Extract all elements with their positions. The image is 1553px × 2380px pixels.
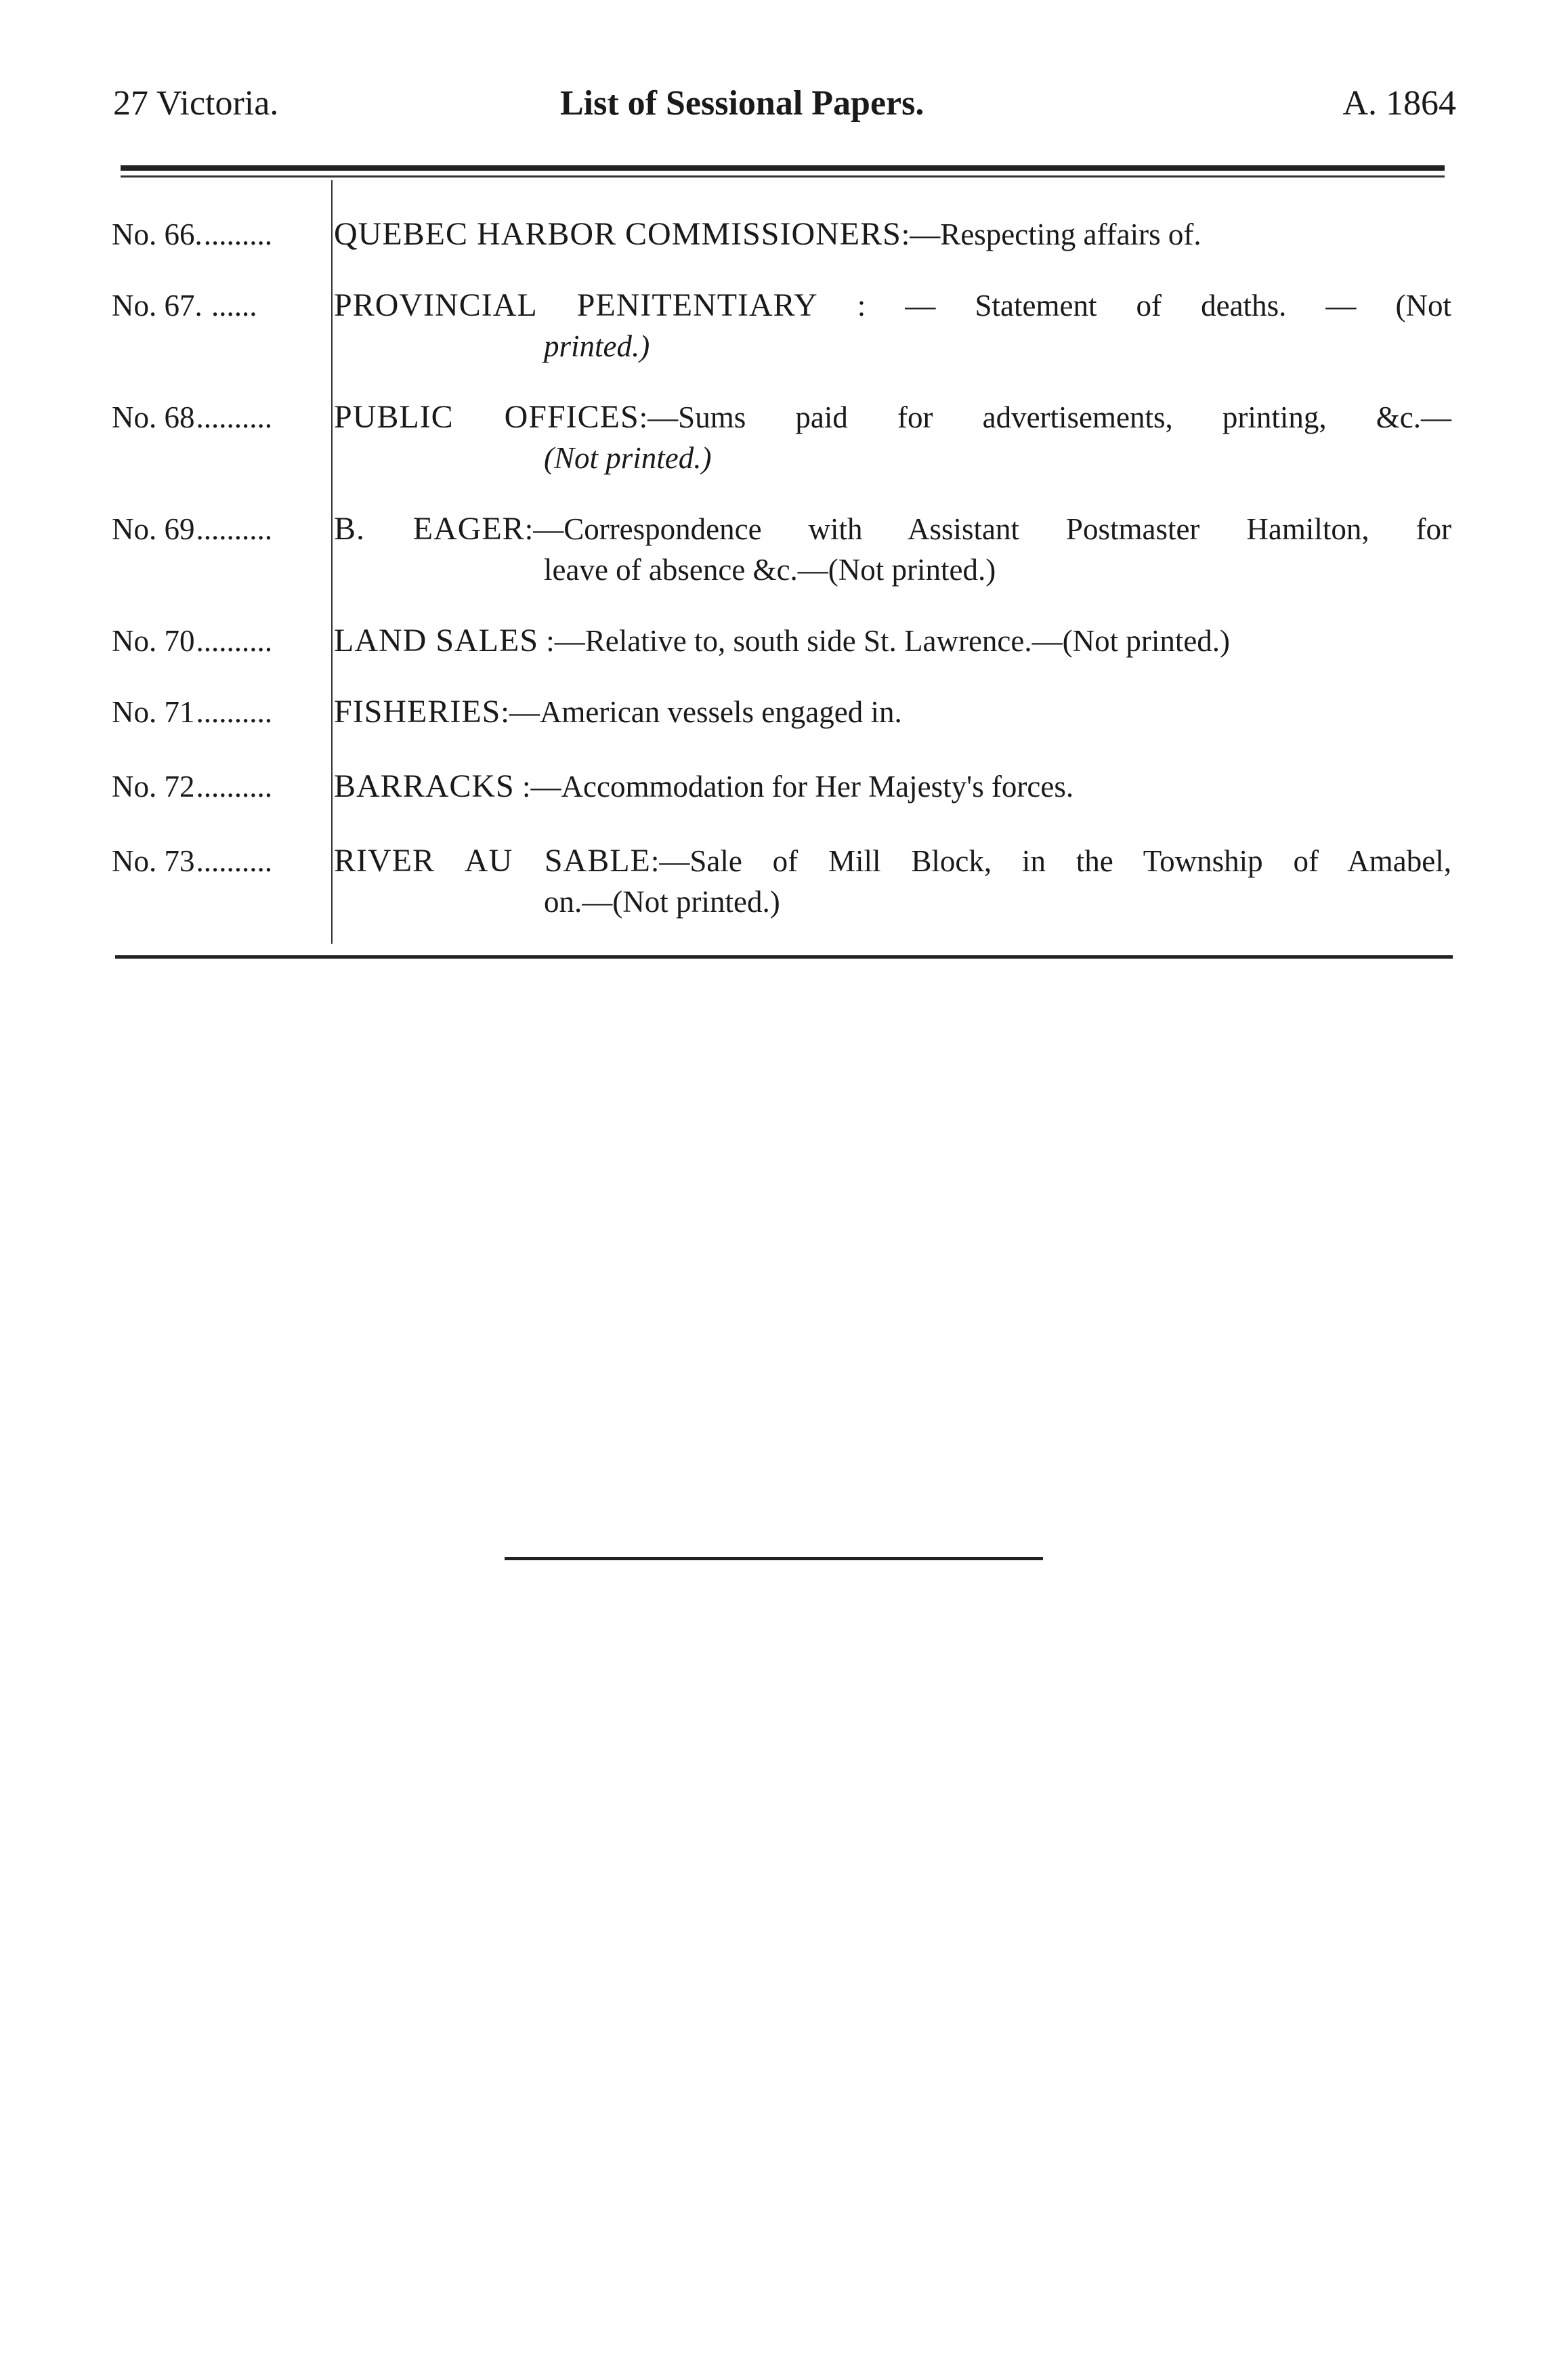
entry-number bbox=[112, 621, 328, 661]
header-rule-thick bbox=[121, 165, 1445, 171]
entry-subject: BARRACKS bbox=[334, 768, 515, 804]
entry-number bbox=[112, 692, 328, 732]
header-session: A. 1864 bbox=[1342, 84, 1456, 123]
entry-description bbox=[334, 692, 1451, 732]
entry-number-text: No. 72 bbox=[112, 770, 195, 803]
entry-description bbox=[334, 214, 1451, 255]
entry-line bbox=[334, 692, 1451, 732]
entry-number bbox=[112, 766, 328, 807]
entry-description bbox=[334, 621, 1451, 661]
entry-description bbox=[334, 285, 1451, 367]
entry-description bbox=[334, 766, 1451, 807]
dot-leader: .......... bbox=[196, 624, 272, 658]
entry-continuation: printed.) bbox=[544, 329, 650, 363]
entry-number bbox=[112, 285, 328, 326]
section-divider-rule bbox=[505, 1557, 1043, 1560]
entry-number bbox=[112, 841, 328, 881]
entry-subject: B. EAGER bbox=[334, 511, 525, 547]
entry-number-text: No. 66. bbox=[112, 217, 203, 251]
entry-detail: :—American vessels engaged in. bbox=[501, 695, 902, 729]
entry-description bbox=[334, 509, 1451, 590]
entry-detail: :—Sums paid for advertisements, printing, &c.— bbox=[639, 400, 1452, 434]
dot-leader: ...... bbox=[203, 289, 257, 322]
entry-line bbox=[334, 841, 1451, 881]
entry-detail: :—Correspondence with Assistant Postmaster Hamilton, for bbox=[524, 512, 1451, 546]
entry-detail: : — Statement of deaths. — (Not bbox=[817, 289, 1451, 322]
entry-line bbox=[334, 285, 1451, 326]
entry-number bbox=[112, 397, 328, 438]
list-end-rule bbox=[115, 955, 1453, 959]
entry-number-text: No. 67. bbox=[112, 289, 203, 322]
header-regnal-year: 27 Victoria. bbox=[113, 84, 279, 123]
entry-number-text: No. 71 bbox=[112, 695, 195, 729]
entry-detail: :—Respecting affairs of. bbox=[901, 217, 1201, 251]
entry-subject: LAND SALES bbox=[334, 623, 539, 659]
entry-line bbox=[334, 766, 1451, 807]
entry-line bbox=[334, 621, 1451, 661]
entry-line bbox=[334, 214, 1451, 255]
entry-number-text: No. 70 bbox=[112, 624, 195, 658]
entry-subject: PUBLIC OFFICES bbox=[334, 399, 639, 435]
dot-leader: .......... bbox=[196, 695, 272, 729]
entry-detail: :—Sale of Mill Block, in the Township of Amabel, bbox=[650, 844, 1451, 878]
entry-subject: FISHERIES bbox=[334, 694, 501, 730]
entry-description bbox=[334, 397, 1451, 478]
dot-leader: .......... bbox=[196, 512, 272, 546]
entry-continuation: (Not printed.) bbox=[544, 441, 712, 475]
entry-number-text: No. 73 bbox=[112, 844, 195, 878]
header-rule-thin bbox=[121, 175, 1445, 178]
running-header bbox=[113, 80, 1456, 127]
entry-number-text: No. 68 bbox=[112, 400, 195, 434]
entry-continuation: on.—(Not printed.) bbox=[544, 885, 780, 919]
entry-continuation: leave of absence &c.—(Not printed.) bbox=[544, 553, 996, 587]
column-separator bbox=[331, 180, 333, 944]
entry-line bbox=[334, 509, 1451, 549]
entry-detail: :—Relative to, south side St. Lawrence.—(Not printed.) bbox=[538, 624, 1231, 658]
entry-number bbox=[112, 214, 328, 255]
dot-leader: .......... bbox=[196, 844, 272, 878]
dot-leader: .......... bbox=[196, 400, 272, 434]
entry-number-text: No. 69 bbox=[112, 512, 195, 546]
dot-leader: ......... bbox=[203, 217, 272, 251]
entry-detail: :—Accommodation for Her Majesty's forces. bbox=[514, 770, 1074, 803]
entry-number bbox=[112, 509, 328, 549]
header-title: List of Sessional Papers. bbox=[560, 84, 924, 123]
entry-subject: RIVER AU SABLE bbox=[334, 843, 651, 879]
entry-subject: PROVINCIAL PENITENTIARY bbox=[334, 287, 818, 323]
dot-leader: .......... bbox=[196, 770, 272, 803]
entry-description bbox=[334, 841, 1451, 922]
entry-line bbox=[334, 397, 1451, 438]
entry-subject: QUEBEC HARBOR COMMISSIONERS bbox=[334, 216, 901, 252]
